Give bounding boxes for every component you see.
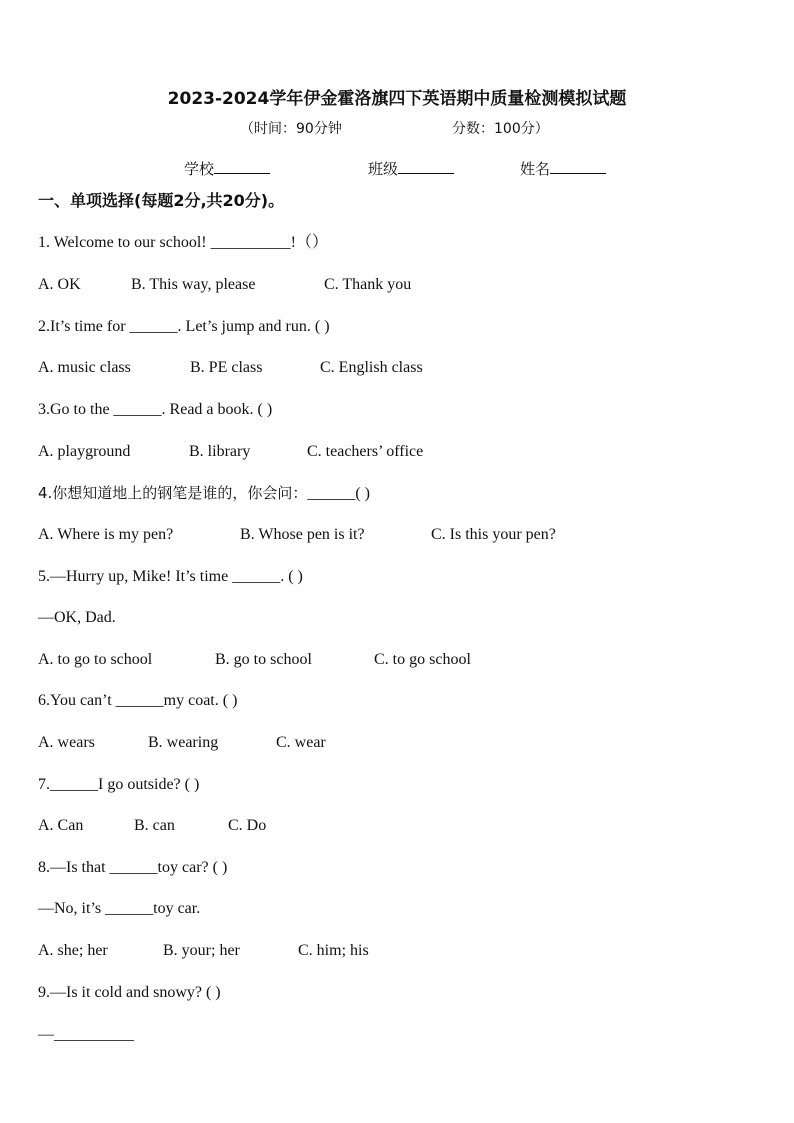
option-c[interactable]: C. Do: [228, 817, 267, 834]
option-a[interactable]: A. Can: [38, 817, 84, 834]
option-b[interactable]: B. wearing: [148, 734, 219, 751]
exam-time: （时间：90分钟: [240, 121, 342, 137]
option-b[interactable]: B. PE class: [190, 359, 263, 376]
answer-blank[interactable]: ______: [113, 401, 162, 418]
answer-blank[interactable]: __________: [54, 1026, 134, 1043]
option-c[interactable]: C. to go school: [374, 651, 471, 668]
question-9-stem: 9.—Is it cold and snowy? ( ): [38, 984, 221, 1001]
option-b[interactable]: B. go to school: [215, 651, 312, 668]
option-c[interactable]: C. teachers’ office: [307, 443, 424, 460]
answer-blank[interactable]: ______: [109, 859, 158, 876]
class-field[interactable]: [368, 158, 454, 179]
option-a[interactable]: A. OK: [38, 276, 81, 293]
question-6-stem: 6.You can’t ______my coat. ( ): [38, 692, 238, 709]
question-5-reply: —OK, Dad.: [38, 609, 116, 626]
answer-blank[interactable]: ______: [129, 318, 178, 335]
name-blank[interactable]: [550, 173, 606, 174]
option-a[interactable]: A. wears: [38, 734, 95, 751]
question-2-stem: 2.It’s time for ______. Let’s jump and run. ( ): [38, 318, 330, 335]
exam-score: 分数：100分）: [452, 121, 549, 137]
option-c[interactable]: C. Thank you: [324, 276, 412, 293]
option-b[interactable]: B. This way, please: [131, 276, 256, 293]
option-b[interactable]: B. Whose pen is it?: [240, 526, 365, 543]
school-field[interactable]: [184, 158, 270, 179]
answer-blank[interactable]: ______: [115, 692, 164, 709]
class-blank[interactable]: [398, 173, 454, 174]
school-blank[interactable]: [214, 173, 270, 174]
option-a[interactable]: A. to go to school: [38, 651, 153, 668]
option-c[interactable]: C. wear: [276, 734, 326, 751]
option-a[interactable]: A. music class: [38, 359, 131, 376]
answer-blank[interactable]: ______: [50, 776, 98, 793]
question-1-stem: 1. Welcome to our school! __________!（）: [38, 234, 328, 251]
answer-blank[interactable]: ______: [307, 485, 356, 502]
student-info-row: [0, 158, 794, 182]
option-a[interactable]: A. playground: [38, 443, 131, 460]
question-5-stem: 5.—Hurry up, Mike! It’s time ______. ( ): [38, 568, 303, 585]
name-label: 姓名: [520, 160, 551, 178]
option-a[interactable]: A. Where is my pen?: [38, 526, 174, 543]
question-8-stem: 8.—Is that ______toy car? ( ): [38, 859, 228, 876]
class-label: 班级: [368, 160, 399, 178]
option-b[interactable]: B. your; her: [163, 942, 240, 959]
option-b[interactable]: B. can: [134, 817, 175, 834]
name-field[interactable]: [520, 158, 606, 179]
exam-title: 2023-2024学年伊金霍洛旗四下英语期中质量检测模拟试题: [167, 89, 627, 109]
question-3-stem: 3.Go to the ______. Read a book. ( ): [38, 401, 273, 418]
school-label: 学校: [184, 160, 215, 178]
option-c[interactable]: C. English class: [320, 359, 423, 376]
option-c[interactable]: C. Is this your pen?: [431, 526, 556, 543]
answer-blank[interactable]: __________: [210, 234, 291, 251]
option-b[interactable]: B. library: [189, 443, 251, 460]
answer-blank[interactable]: ______: [232, 568, 281, 585]
question-4-stem: 4.你想知道地上的钢笔是谁的，你会问：______( ): [38, 484, 370, 502]
option-a[interactable]: A. she; her: [38, 942, 108, 959]
question-8-reply: —No, it’s ______toy car.: [38, 900, 201, 917]
section-heading: 一、单项选择(每题2分,共20分)。: [38, 191, 285, 210]
question-9-reply: —__________: [38, 1026, 134, 1043]
question-7-stem: 7.______I go outside? ( ): [38, 776, 200, 793]
option-c[interactable]: C. him; his: [298, 942, 369, 959]
answer-blank[interactable]: ______: [105, 900, 154, 917]
